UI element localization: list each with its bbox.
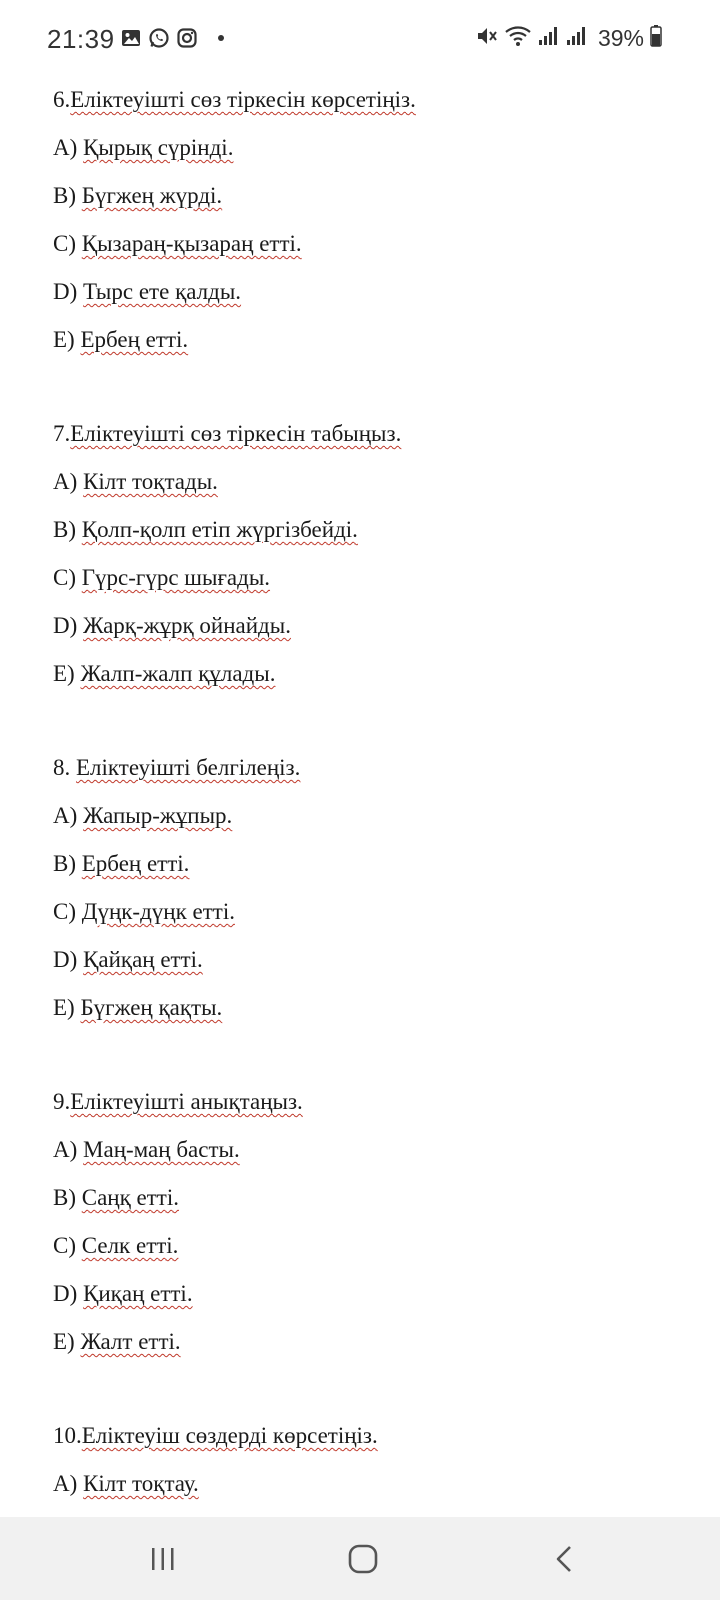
option-letter: D) (53, 1281, 78, 1306)
answer-option (53, 890, 693, 938)
option-letter: D) (53, 279, 78, 304)
option-letter: B) (53, 517, 76, 542)
answer-option (53, 318, 693, 366)
option-letter: E) (53, 1329, 75, 1354)
question-number: 6. (53, 87, 71, 112)
more-notifications-dot (218, 35, 224, 41)
question-number: 7. (53, 421, 71, 446)
back-icon (550, 1544, 580, 1574)
option-text: Маң-маң басты. (83, 1137, 240, 1162)
option-text: Саңқ етті. (81, 1185, 179, 1210)
mute-icon (476, 25, 498, 52)
option-letter: A) (53, 803, 78, 828)
option-letter: A) (53, 1137, 78, 1162)
status-time: 21:39 (47, 24, 115, 54)
signal-icon (538, 26, 560, 51)
back-button[interactable] (545, 1541, 585, 1577)
question-text: Еліктеуішті сөз тіркесін көрсетіңіз. (70, 87, 416, 112)
option-letter: C) (53, 899, 76, 924)
answer-option (53, 1224, 693, 1272)
option-letter: A) (53, 1471, 78, 1496)
answer-option (53, 1128, 693, 1176)
notification-icons (121, 27, 224, 49)
option-letter: C) (53, 231, 76, 256)
wifi-icon (504, 25, 532, 52)
recent-apps-icon (148, 1544, 178, 1574)
question-text: Еліктеуішті сөз тіркесін табыңыз. (70, 421, 402, 446)
option-letter: B) (53, 851, 76, 876)
option-text: Қызараң-қызараң етті. (81, 231, 302, 256)
answer-option (53, 174, 693, 222)
answer-option (53, 1272, 693, 1320)
option-text: Ербең етті. (81, 851, 190, 876)
question-text: Еліктеуішті анықтаңыз. (70, 1089, 303, 1114)
option-letter: E) (53, 327, 75, 352)
question-number: 10. (53, 1423, 82, 1448)
option-text: Жалт етті. (80, 1329, 181, 1354)
option-text: Дүңк-дүңк етті. (81, 899, 235, 924)
option-letter: C) (53, 1233, 76, 1258)
option-text: Қайқаң етті. (83, 947, 203, 972)
question-title (53, 1080, 693, 1128)
option-text: Қиқаң етті. (83, 1281, 193, 1306)
question-title (53, 78, 693, 126)
option-text: Кілт тоқтады. (83, 469, 218, 494)
option-text: Жапыр-жұпыр. (83, 803, 233, 828)
whatsapp-icon (148, 27, 170, 49)
answer-option (53, 604, 693, 652)
answer-option (53, 460, 693, 508)
document-content[interactable] (53, 78, 693, 1510)
option-text: Қырық сүрінді. (83, 135, 234, 160)
option-text: Бүгжең жүрді. (81, 183, 223, 208)
option-text: Бүгжең қақты. (80, 995, 223, 1020)
home-icon (347, 1543, 379, 1575)
system-status-icons (476, 25, 662, 52)
option-letter: E) (53, 661, 75, 686)
option-text: Кілт тоқтау. (83, 1471, 199, 1496)
answer-option (53, 842, 693, 890)
answer-option (53, 508, 693, 556)
answer-option (53, 938, 693, 986)
answer-option (53, 1320, 693, 1368)
answer-option (53, 556, 693, 604)
answer-option (53, 270, 693, 318)
option-text: Тырс ете қалды. (83, 279, 242, 304)
question-number: 8. (53, 755, 76, 780)
question-text: Еліктеуіш сөздерді көрсетіңіз. (81, 1423, 378, 1448)
question-title (53, 1414, 693, 1462)
option-text: Жарқ-жұрқ ойнайды. (83, 613, 291, 638)
question-title (53, 746, 693, 794)
option-text: Қолп-қолп етіп жүргізбейді. (81, 517, 358, 542)
recent-apps-button[interactable] (143, 1541, 183, 1577)
battery-icon (650, 25, 662, 52)
answer-option (53, 1462, 693, 1510)
answer-option (53, 126, 693, 174)
home-button[interactable] (343, 1541, 383, 1577)
gallery-icon (121, 28, 141, 48)
option-letter: A) (53, 135, 78, 160)
navigation-bar (0, 1517, 720, 1600)
option-text: Жалп-жалп құлады. (80, 661, 276, 686)
option-text: Гүрс-гүрс шығады. (81, 565, 271, 590)
instagram-icon (177, 28, 197, 48)
answer-option (53, 222, 693, 270)
question-title (53, 412, 693, 460)
option-text: Селк етті. (81, 1233, 179, 1258)
answer-option (53, 986, 693, 1034)
answer-option (53, 794, 693, 842)
option-letter: D) (53, 947, 78, 972)
option-letter: D) (53, 613, 78, 638)
option-letter: A) (53, 469, 78, 494)
option-letter: C) (53, 565, 76, 590)
option-letter: B) (53, 183, 76, 208)
question-text: Еліктеуішті белгілеңіз. (76, 755, 301, 780)
answer-option (53, 652, 693, 700)
option-text: Ербең етті. (80, 327, 189, 352)
battery-percentage: 39% (597, 25, 644, 51)
option-letter: B) (53, 1185, 76, 1210)
answer-option (53, 1176, 693, 1224)
status-bar (0, 0, 720, 80)
option-letter: E) (53, 995, 75, 1020)
signal-icon-2 (566, 26, 588, 51)
question-number: 9. (53, 1089, 71, 1114)
